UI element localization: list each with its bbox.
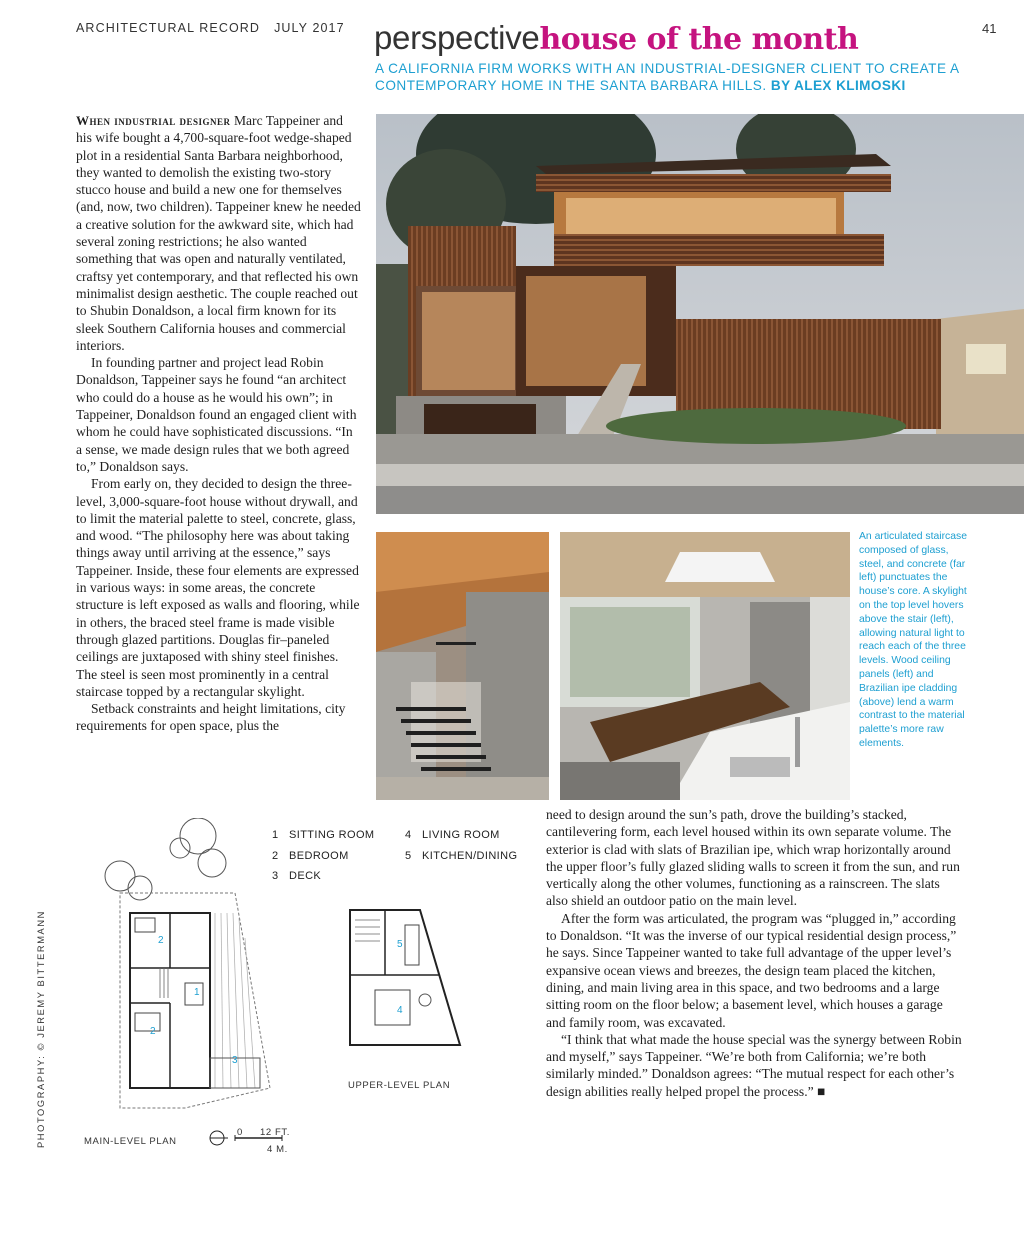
upper-level-plan <box>345 905 465 1070</box>
legend-item: 3 DECK <box>272 870 322 882</box>
main-level-plan-drawing <box>100 818 290 1118</box>
room-number: 2 <box>150 1026 156 1037</box>
staircase-illustration <box>376 532 549 800</box>
kitchen-photo <box>560 532 850 800</box>
exterior-photo <box>376 114 1024 514</box>
photo-credit: PHOTOGRAPHY: © JEREMY BITTERMANN <box>36 910 46 1148</box>
paragraph: In founding partner and project lead Robin Donaldson, Tappeiner says he found “an architect who could do a house as he would his own”; in Tappeiner, Donaldson found an engaged client with whom he could have sophisticated discussions. “In a sense, we made design rules that we both agreed to,” Donaldson says. <box>76 355 357 474</box>
legend-item: 2 BEDROOM <box>272 849 349 862</box>
kitchen-illustration <box>560 532 850 800</box>
article-column-1 <box>76 112 362 735</box>
running-header <box>76 21 345 35</box>
issue-date: JULY 2017 <box>274 21 345 35</box>
main-plan-label: MAIN-LEVEL PLAN <box>84 1136 177 1147</box>
staircase-photo <box>376 532 549 800</box>
paragraph: need to design around the sun’s path, drove the building’s stacked, cantilevering form, each level housed within its own separate volume. The exterior is clad with slats of Brazilian ipe, which wrap horizontally around the upper floor’s fully glazed sliding walls to screen it from the sun, and run vertically along the other volumes, functioning as a rainscreen. The slats also shield an outdoor patio on the main level. <box>546 807 960 909</box>
section-name: perspective <box>374 19 540 56</box>
paragraph: When industrial designer Marc Tappeiner and his wife bought a 4,700-square-foot wedge-shaped plot in a residential Santa Barbara neighborhood, they wanted to demolish the existing two-story stucco house and build a new one for themselves (and, now, two children). Tappeiner knew he needed a creative solution for the awkward site, which had several zoning restrictions; he also wanted something that was open and naturally ventilated, craftsy yet contemporary, and that reflected his own minimalist design aesthetic. The couple reached out to Shubin Donaldson, a local firm known for its sleek Southern California houses and commercial interiors. <box>76 113 361 353</box>
room-number: 2 <box>158 935 164 946</box>
deck-text: A CALIFORNIA FIRM WORKS WITH AN INDUSTRIAL-DESIGNER CLIENT TO CREATE A CONTEMPORARY HOME IN THE SANTA BARBARA HILLS. <box>375 61 959 93</box>
paragraph: From early on, they decided to design the three-level, 3,000-square-foot house without drywall, and to limit the material palette to steel, concrete, glass, and wood. “The philosophy here was about taking things away until arriving at the essence,” says Tappeiner. Inside, these four elements are expressed in various ways: in some areas, the concrete structure is left exposed as walls and flooring, while in others, the braced steel frame is made visible through glazed partitions. Douglas fir–paneled ceilings are juxtaposed with shiny steel finishes. The steel is seen most prominently in a central staircase topped by a rectangular skylight. <box>76 476 360 699</box>
deck <box>375 60 975 94</box>
main-level-plan <box>100 818 290 1118</box>
paragraph: Setback constraints and height limitations, city requirements for open space, plus the <box>76 701 346 734</box>
room-number: 3 <box>232 1055 238 1066</box>
room-number: 1 <box>194 987 200 998</box>
lead-in: When industrial designer <box>76 113 231 128</box>
scale-feet: 12 FT. <box>260 1127 290 1138</box>
room-number: 5 <box>397 939 403 950</box>
legend-item: 1 SITTING ROOM <box>272 829 375 841</box>
house-exterior-illustration <box>376 114 1024 514</box>
upper-level-plan-drawing <box>345 905 465 1070</box>
article-column-3 <box>546 806 962 1100</box>
page-number: 41 <box>982 21 997 36</box>
column-title: house of the month <box>539 22 859 57</box>
paragraph: After the form was articulated, the program was “plugged in,” according to Donaldson. “It was the inverse of our typical residential design process,” he says. Since Tappeiner wanted to take full advantage of the upper level’s expansive ocean views and breezes, the design team placed the kitchen, dining, and main living area in this space, and two bedrooms and a large sitting room on the floor below; a basement level, which houses a garage and family room, was excavated. <box>546 910 957 1030</box>
photo-caption: An articulated staircase composed of glass, steel, and concrete (far left) punctuates the house’s core. A skylight on the top level hovers above the stair (left), allowing natural light to reach each of the three levels. Wood ceiling panels (left) and Brazilian ipe cladding (above) lend a warm contrast to the material palette’s more raw elements. <box>859 531 968 749</box>
scale-meters: 4 M. <box>267 1144 288 1155</box>
magazine-name: ARCHITECTURAL RECORD <box>76 21 261 35</box>
scale-zero: 0 <box>237 1127 243 1138</box>
byline: BY ALEX KLIMOSKI <box>770 78 906 93</box>
legend-item: 4 LIVING ROOM <box>405 829 500 841</box>
paragraph: “I think that what made the house special was the synergy between Robin and myself,” says Tappeiner. “We’re both from California; we’re both similarly minded.” Donaldson agrees: “The mutual respect for each other’s design abilities really helped propel the process.” ■ <box>546 1031 962 1099</box>
upper-plan-label: UPPER-LEVEL PLAN <box>348 1080 451 1091</box>
room-number: 4 <box>397 1005 403 1016</box>
legend-item: 5 KITCHEN/DINING <box>405 849 518 862</box>
